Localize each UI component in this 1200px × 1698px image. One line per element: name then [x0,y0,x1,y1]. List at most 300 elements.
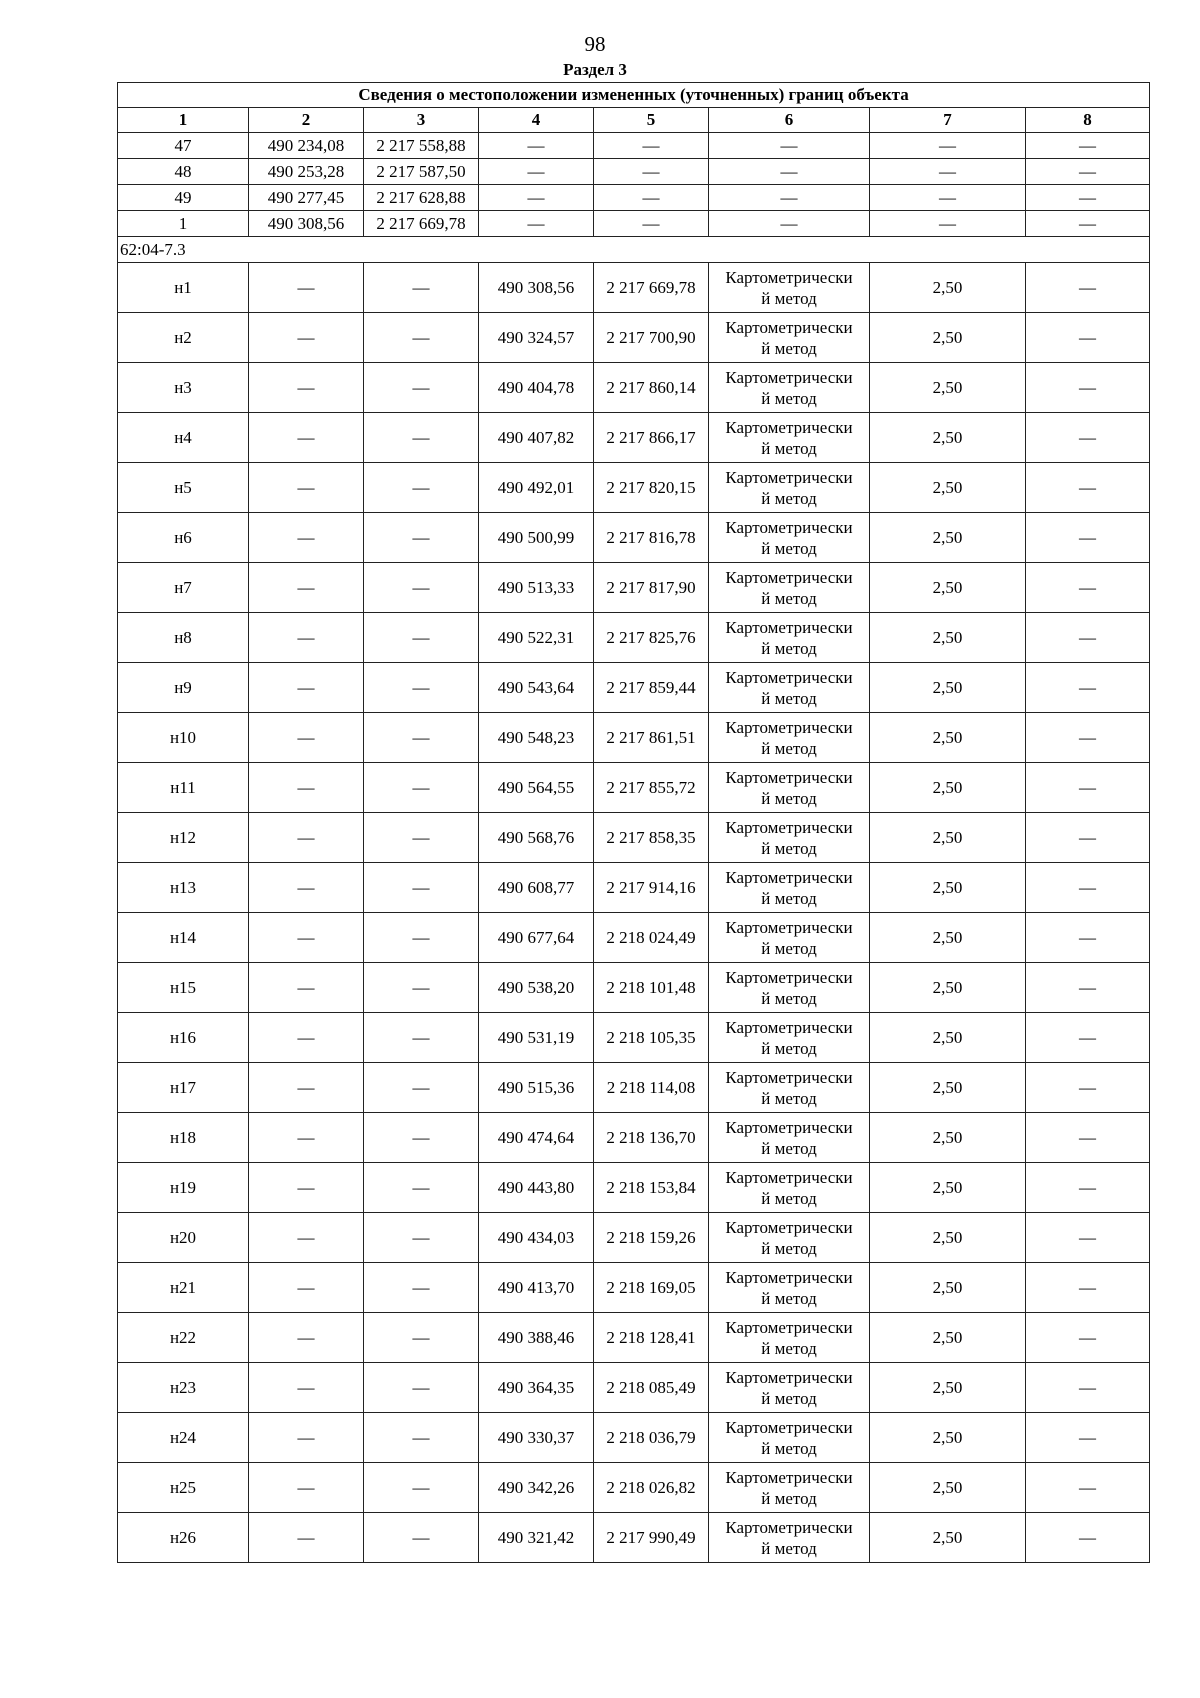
table-cell: н21 [118,1263,249,1313]
method-cell [709,1313,870,1363]
table-cell: н17 [118,1063,249,1113]
method-line: Картометрически [725,1117,853,1137]
method-line: Картометрически [725,1267,853,1287]
table-cell: — [249,1513,364,1563]
column-number: 1 [118,108,249,133]
table-cell: н24 [118,1413,249,1463]
table-cell: н13 [118,863,249,913]
method-line: й метод [761,1038,817,1058]
table-cell: 2 218 036,79 [594,1413,709,1463]
table-cell: 490 321,42 [479,1513,594,1563]
method-line: й метод [761,938,817,958]
table-row [118,563,1150,613]
table-cell: 490 568,76 [479,813,594,863]
table-cell: н25 [118,1463,249,1513]
table-cell: 2 218 128,41 [594,1313,709,1363]
method-line: Картометрически [725,1167,853,1187]
table-cell: 2,50 [870,1513,1026,1563]
table-cell: 490 443,80 [479,1163,594,1213]
table-cell: — [364,1363,479,1413]
table-row [118,813,1150,863]
table-cell: 2,50 [870,1013,1026,1063]
table-cell: 2 218 153,84 [594,1163,709,1213]
table-cell: — [249,863,364,913]
table-row [118,313,1150,363]
column-number: 2 [249,108,364,133]
table-cell: — [364,463,479,513]
table-cell: 490 515,36 [479,1063,594,1113]
table-cell: 2 217 558,88 [364,133,479,159]
table-row [118,1213,1150,1263]
table-cell: 490 548,23 [479,713,594,763]
table-cell: — [364,813,479,863]
table-cell: — [364,1313,479,1363]
method-cell [709,1463,870,1513]
table-cell: н20 [118,1213,249,1263]
method-cell [709,1063,870,1113]
table-cell: 2 217 866,17 [594,413,709,463]
table-cell: — [364,513,479,563]
table-cell: 490 513,33 [479,563,594,613]
table-row [118,413,1150,463]
table-cell: 2,50 [870,863,1026,913]
method-line: Картометрически [725,1517,853,1537]
table-cell: 490 388,46 [479,1313,594,1363]
table-cell: — [1026,1063,1150,1113]
table-cell: 2 217 817,90 [594,563,709,613]
method-line: й метод [761,1488,817,1508]
method-cell [709,813,870,863]
method-line: Картометрически [725,967,853,987]
table-cell: 2 218 105,35 [594,1013,709,1063]
table-row [118,763,1150,813]
table-row [118,1013,1150,1063]
table-cell: — [249,1363,364,1413]
method-line: й метод [761,338,817,358]
table-cell: 490 330,37 [479,1413,594,1463]
table-cell: — [249,613,364,663]
table-cell: 2,50 [870,513,1026,563]
method-cell [709,263,870,313]
table-cell: 490 277,45 [249,185,364,211]
table-cell: 490 308,56 [249,211,364,237]
table-cell: 2 217 914,16 [594,863,709,913]
group-label-row [118,237,1150,263]
table-cell: — [364,1063,479,1113]
table-cell: 2 217 669,78 [364,211,479,237]
table-cell: 2,50 [870,813,1026,863]
table-row [118,663,1150,713]
table-cell: 490 413,70 [479,1263,594,1313]
table-cell: — [594,185,709,211]
table-cell: — [364,1513,479,1563]
table-row [118,1163,1150,1213]
column-number: 7 [870,108,1026,133]
table-cell: 49 [118,185,249,211]
table-cell: н18 [118,1113,249,1163]
table-cell: — [364,863,479,913]
table-cell: 2,50 [870,313,1026,363]
table-row [118,1413,1150,1463]
method-line: Картометрически [725,617,853,637]
table-cell: — [249,1013,364,1063]
method-cell [709,413,870,463]
table-cell: 2,50 [870,1463,1026,1513]
method-line: й метод [761,638,817,658]
table-cell: — [364,713,479,763]
table-cell: — [1026,1313,1150,1363]
table-cell: — [479,211,594,237]
table-cell: 2 218 085,49 [594,1363,709,1413]
table-cell: — [364,363,479,413]
table-cell: н8 [118,613,249,663]
table-cell: 490 253,28 [249,159,364,185]
table-cell: — [1026,363,1150,413]
table-cell: — [1026,1263,1150,1313]
method-cell [709,963,870,1013]
table-cell: — [709,159,870,185]
method-line: Картометрически [725,417,853,437]
table-cell: — [364,263,479,313]
column-number: 6 [709,108,870,133]
table-cell: — [1026,463,1150,513]
table-cell: 2,50 [870,713,1026,763]
table-cell: — [1026,133,1150,159]
method-cell [709,513,870,563]
table-cell: 490 324,57 [479,313,594,363]
table-cell: 490 364,35 [479,1363,594,1413]
table-cell: — [1026,1363,1150,1413]
table-cell: 2,50 [870,1063,1026,1113]
method-cell [709,1163,870,1213]
table-cell: 47 [118,133,249,159]
table-cell: — [364,1213,479,1263]
table-cell: 48 [118,159,249,185]
table-cell: 2,50 [870,1113,1026,1163]
method-line: й метод [761,888,817,908]
table-cell: — [709,133,870,159]
table-row [118,1513,1150,1563]
table-cell: 2,50 [870,763,1026,813]
table-cell: 2,50 [870,363,1026,413]
method-cell [709,713,870,763]
method-line: Картометрически [725,767,853,787]
method-cell [709,1263,870,1313]
method-line: Картометрически [725,917,853,937]
table-cell: — [1026,763,1150,813]
method-line: Картометрически [725,1317,853,1337]
page-number: 98 [584,32,606,56]
table-cell: — [594,133,709,159]
table-cell: — [249,263,364,313]
table-cell: н1 [118,263,249,313]
method-line: й метод [761,1088,817,1108]
table-row [118,159,1150,185]
table-cell: 2 217 855,72 [594,763,709,813]
table-cell: н2 [118,313,249,363]
table-row [118,713,1150,763]
table-cell: — [1026,1513,1150,1563]
table-cell: 2,50 [870,663,1026,713]
table-cell: 2,50 [870,1363,1026,1413]
table-row [118,363,1150,413]
table-cell: — [594,159,709,185]
method-line: Картометрически [725,667,853,687]
table-cell: — [1026,1463,1150,1513]
table-cell: 2 217 858,35 [594,813,709,863]
table-cell: — [364,913,479,963]
table-cell: — [1026,913,1150,963]
group-label: 62:04-7.3 [118,237,1150,263]
table-cell: — [249,763,364,813]
table-cell: 2 217 860,14 [594,363,709,413]
table-cell: 490 434,03 [479,1213,594,1263]
table-cell: 2 217 820,15 [594,463,709,513]
table-cell: — [1026,211,1150,237]
table-cell: — [1026,613,1150,663]
method-line: Картометрически [725,267,853,287]
column-number: 5 [594,108,709,133]
table-cell: н15 [118,963,249,1013]
method-line: й метод [761,1388,817,1408]
table-cell: 490 677,64 [479,913,594,963]
table-cell: 2 217 700,90 [594,313,709,363]
method-cell [709,1213,870,1263]
boundary-table [117,82,1150,1563]
table-cell: — [364,1163,479,1213]
table-cell: — [1026,1013,1150,1063]
table-cell: — [479,185,594,211]
method-cell [709,363,870,413]
table-row [118,263,1150,313]
table-cell: 2 217 587,50 [364,159,479,185]
method-line: й метод [761,488,817,508]
method-line: Картометрически [725,1067,853,1087]
table-cell: н3 [118,363,249,413]
table-cell: — [249,1263,364,1313]
table-cell: 2,50 [870,913,1026,963]
table-cell: — [249,963,364,1013]
table-cell: 2 217 825,76 [594,613,709,663]
table-cell: 2,50 [870,263,1026,313]
method-cell [709,863,870,913]
table-cell: н14 [118,913,249,963]
method-cell [709,1013,870,1063]
table-cell: 2,50 [870,1263,1026,1313]
table-cell: 1 [118,211,249,237]
table-cell: — [364,1263,479,1313]
table-cell: — [249,313,364,363]
table-cell: — [364,1413,479,1463]
table-cell: 2,50 [870,1313,1026,1363]
table-cell: 490 531,19 [479,1013,594,1063]
table-cell: — [1026,713,1150,763]
table-cell: 2 217 816,78 [594,513,709,563]
table-cell: — [249,363,364,413]
table-cell: 2,50 [870,413,1026,463]
table-cell: н6 [118,513,249,563]
method-line: Картометрически [725,1017,853,1037]
table-cell: 2,50 [870,1413,1026,1463]
table-row [118,1263,1150,1313]
table-cell: 490 342,26 [479,1463,594,1513]
table-cell: н4 [118,413,249,463]
table-cell: н22 [118,1313,249,1363]
column-number-row [118,108,1150,133]
table-cell: 490 407,82 [479,413,594,463]
method-cell [709,313,870,363]
method-line: й метод [761,738,817,758]
method-line: й метод [761,1338,817,1358]
table-cell: — [1026,185,1150,211]
table-cell: — [249,713,364,763]
table-cell: н23 [118,1363,249,1413]
table-cell: — [249,1113,364,1163]
table-cell: 2,50 [870,1213,1026,1263]
method-cell [709,463,870,513]
table-cell: 2 217 861,51 [594,713,709,763]
table-cell: 490 543,64 [479,663,594,713]
table-cell: 2 218 136,70 [594,1113,709,1163]
table-cell: — [1026,563,1150,613]
table-row [118,463,1150,513]
table-cell: — [249,913,364,963]
table-cell: — [870,133,1026,159]
method-cell [709,763,870,813]
method-cell [709,1113,870,1163]
column-number: 8 [1026,108,1150,133]
method-cell [709,1513,870,1563]
table-cell: — [1026,963,1150,1013]
table-cell: — [1026,413,1150,463]
table-row [118,513,1150,563]
method-line: й метод [761,1138,817,1158]
table-row [118,963,1150,1013]
table-cell: — [249,813,364,863]
method-line: й метод [761,788,817,808]
method-line: Картометрически [725,367,853,387]
table-cell: — [1026,813,1150,863]
table-cell: — [249,513,364,563]
column-number: 4 [479,108,594,133]
table-cell: 2 218 024,49 [594,913,709,963]
table-cell: н5 [118,463,249,513]
method-line: й метод [761,288,817,308]
method-line: Картометрически [725,1217,853,1237]
method-cell [709,613,870,663]
table-cell: — [1026,1113,1150,1163]
column-number: 3 [364,108,479,133]
table-cell: 2 217 990,49 [594,1513,709,1563]
method-line: й метод [761,1288,817,1308]
method-line: й метод [761,688,817,708]
table-cell: 2 218 169,05 [594,1263,709,1313]
table-cell: н16 [118,1013,249,1063]
table-cell: 2 218 114,08 [594,1063,709,1113]
table-cell: — [249,1313,364,1363]
method-cell [709,663,870,713]
table-row [118,1363,1150,1413]
table-cell: — [870,185,1026,211]
method-line: Картометрически [725,567,853,587]
table-cell: — [1026,513,1150,563]
table-cell: н7 [118,563,249,613]
table-cell: — [364,413,479,463]
method-line: й метод [761,1238,817,1258]
method-line: й метод [761,988,817,1008]
table-cell: — [1026,313,1150,363]
method-line: й метод [761,438,817,458]
table-cell: н10 [118,713,249,763]
table-cell: 490 538,20 [479,963,594,1013]
table-row [118,211,1150,237]
table-cell: — [249,1163,364,1213]
table-cell: — [479,159,594,185]
method-line: Картометрически [725,1417,853,1437]
table-cell: — [364,1463,479,1513]
method-line: Картометрически [725,717,853,737]
table-cell: — [870,159,1026,185]
method-line: й метод [761,1188,817,1208]
method-cell [709,913,870,963]
table-cell: — [1026,159,1150,185]
table-row [118,613,1150,663]
table-cell: — [870,211,1026,237]
method-line: й метод [761,388,817,408]
table-cell: — [479,133,594,159]
table-cell: 2 217 628,88 [364,185,479,211]
table-cell: н26 [118,1513,249,1563]
table-cell: 490 234,08 [249,133,364,159]
table-cell: 2,50 [870,613,1026,663]
table-cell: — [709,185,870,211]
table-cell: 2 217 669,78 [594,263,709,313]
table-cell: — [1026,1413,1150,1463]
method-line: Картометрически [725,1367,853,1387]
table-cell: — [364,313,479,363]
table-row [118,1463,1150,1513]
table-cell: н9 [118,663,249,713]
table-cell: — [249,1463,364,1513]
table-cell: н19 [118,1163,249,1213]
table-cell: — [364,1013,479,1063]
table-cell: — [709,211,870,237]
table-cell: 2,50 [870,563,1026,613]
table-cell: — [249,1413,364,1463]
table-cell: 490 522,31 [479,613,594,663]
method-line: й метод [761,1538,817,1558]
method-line: Картометрически [725,867,853,887]
table-caption-row [118,83,1150,108]
table-cell: — [1026,1163,1150,1213]
table-cell: — [364,963,479,1013]
table-row [118,1113,1150,1163]
table-cell: н11 [118,763,249,813]
table-cell: — [249,463,364,513]
table-cell: — [249,1213,364,1263]
table-cell: — [594,211,709,237]
table-cell: 2 218 026,82 [594,1463,709,1513]
table-cell: — [249,663,364,713]
table-cell: 2 218 159,26 [594,1213,709,1263]
table-caption: Сведения о местоположении измененных (уточненных) границ объекта [118,83,1150,108]
method-line: й метод [761,1438,817,1458]
method-line: Картометрически [725,1467,853,1487]
method-line: й метод [761,838,817,858]
table-row [118,863,1150,913]
table-cell: — [1026,1213,1150,1263]
section-title: Раздел 3 [563,60,627,79]
